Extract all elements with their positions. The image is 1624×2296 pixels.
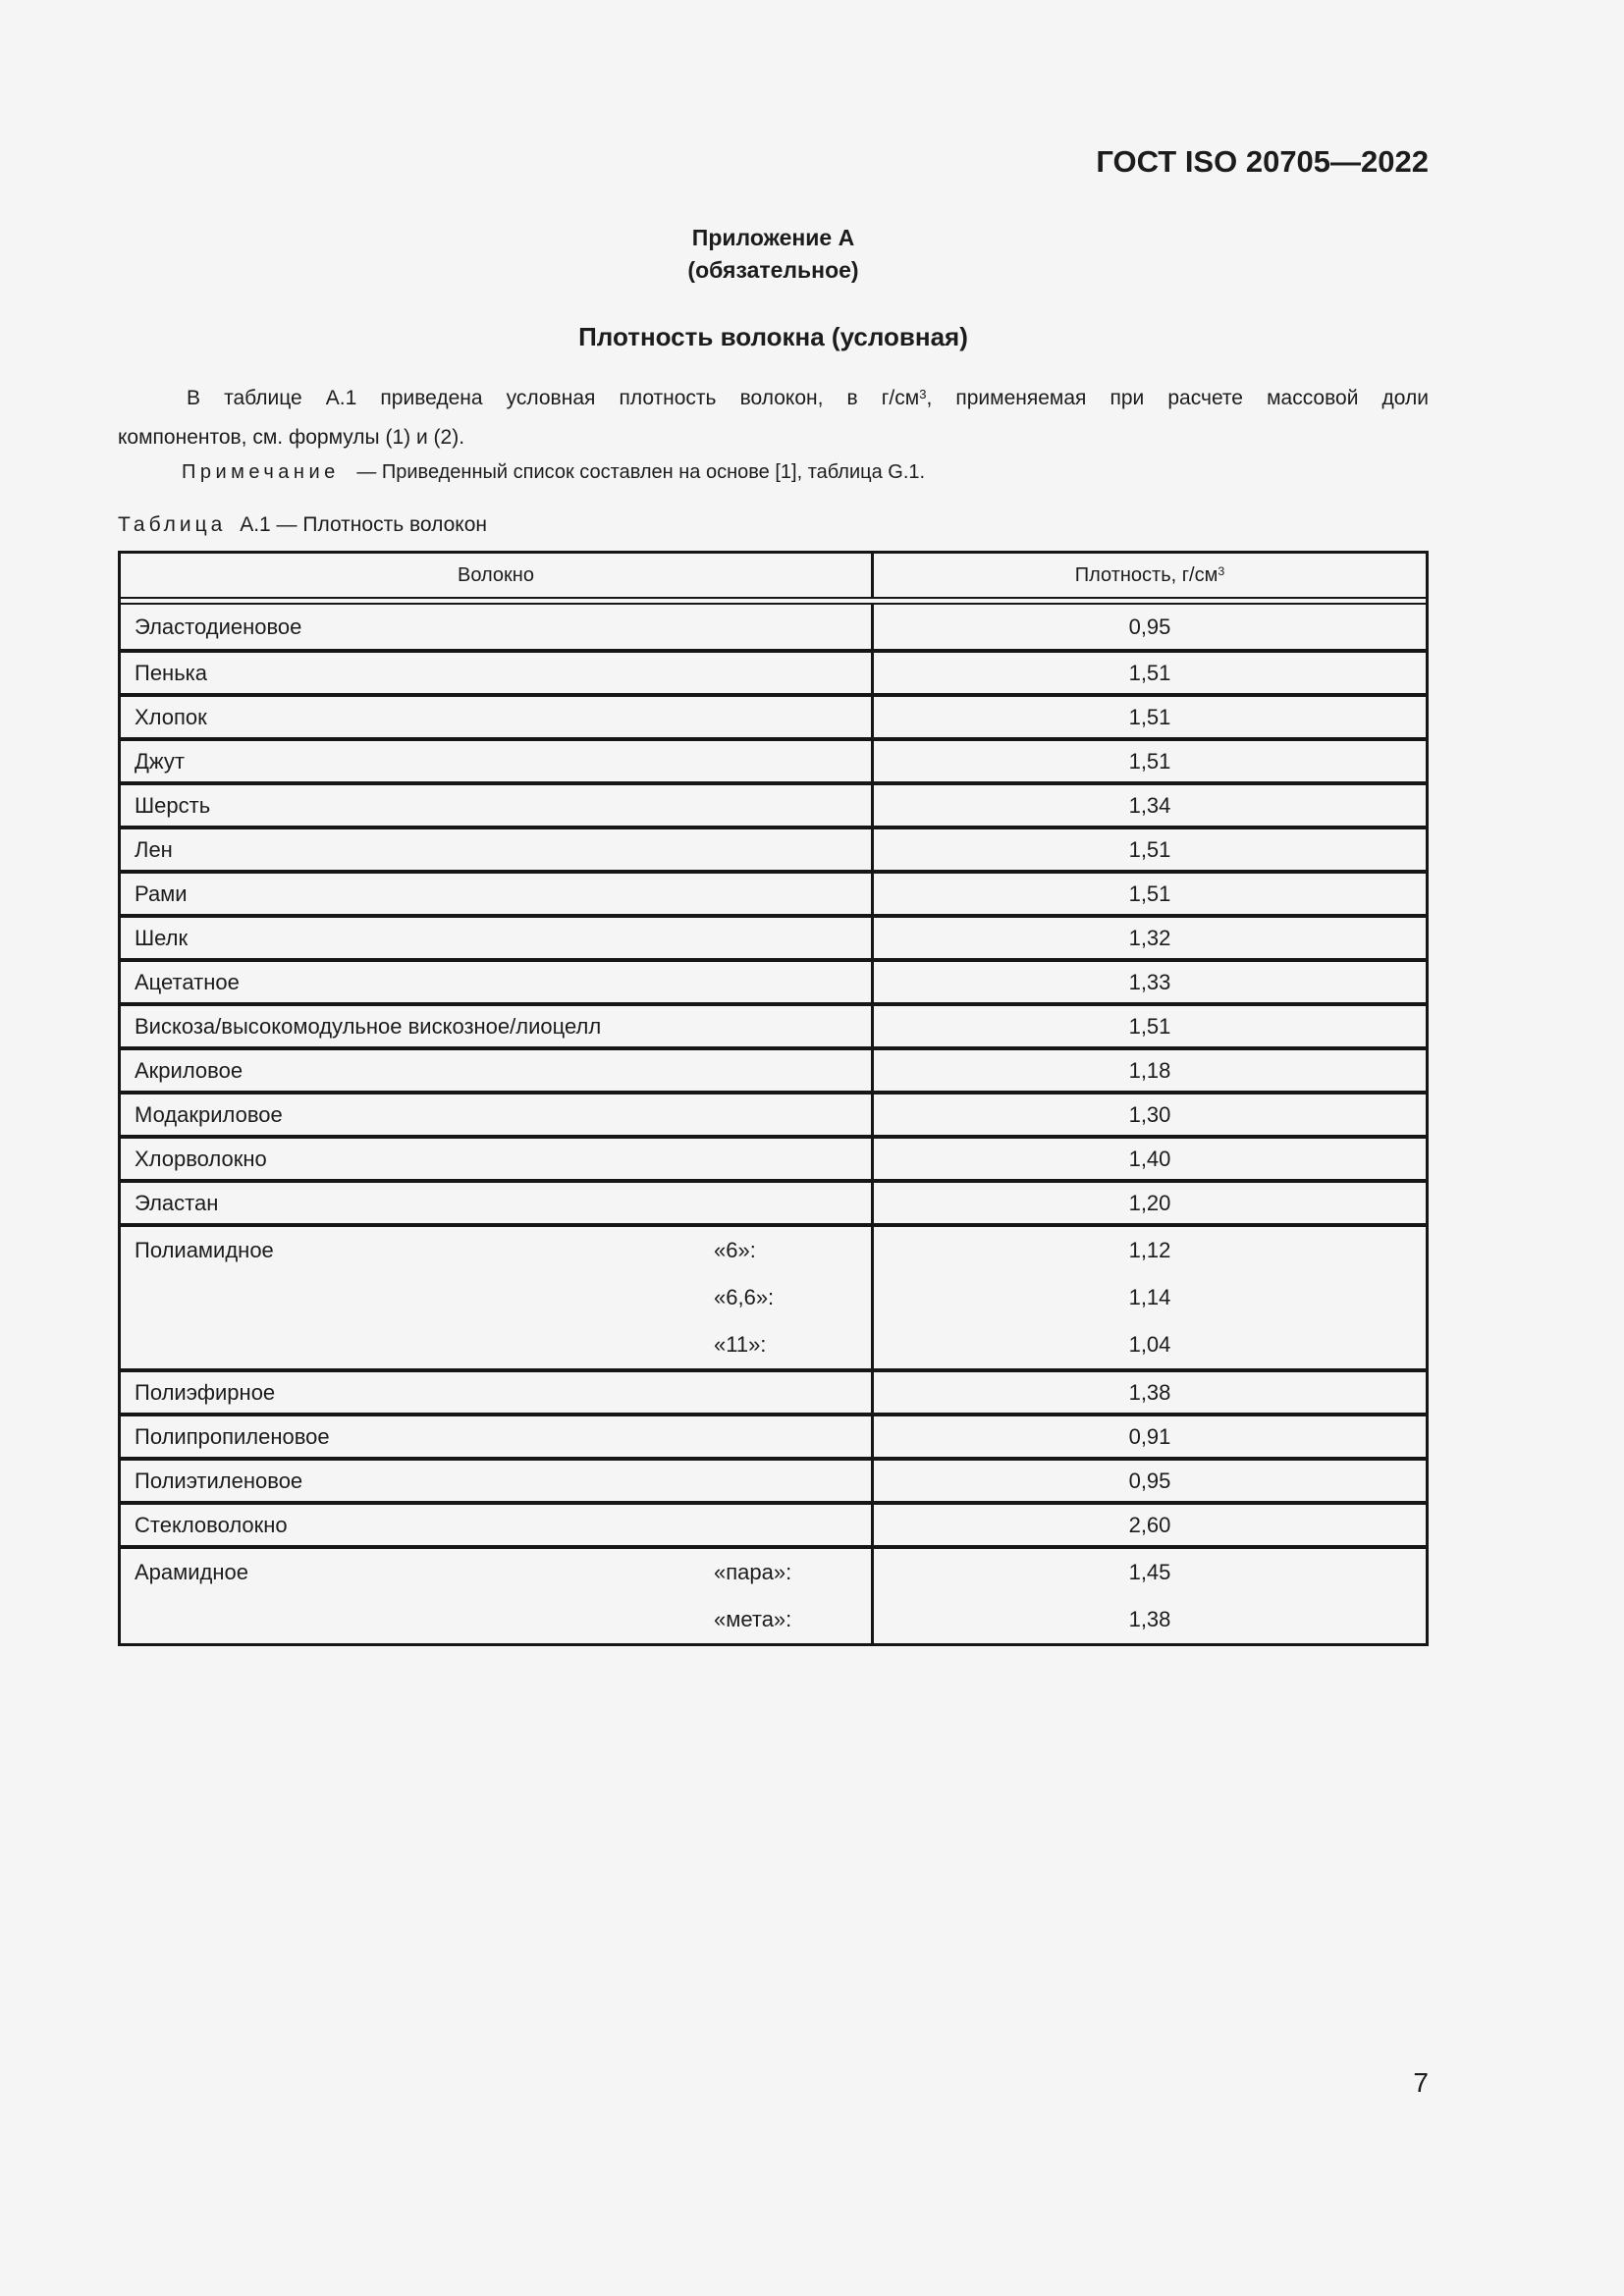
- density-value: 1,51: [1128, 881, 1171, 906]
- density-cell: [874, 918, 1426, 958]
- fiber-name: Полипропиленовое: [135, 1423, 330, 1449]
- density-cell: [874, 962, 1426, 1002]
- fiber-cell: [121, 741, 874, 781]
- section-title: Плотность волокна (условная): [578, 322, 968, 351]
- fiber-name: Рами: [135, 881, 188, 906]
- density-value: 1,51: [1128, 1013, 1171, 1039]
- density-value: 0,95: [1128, 614, 1171, 639]
- table-header-row: [121, 554, 1426, 597]
- fiber-sub-line: [135, 1596, 871, 1643]
- fiber-cell: [121, 1505, 874, 1545]
- fiber-variant-label: «11»:: [714, 1332, 767, 1357]
- density-cell: [874, 1549, 1426, 1643]
- appendix-title: Приложение А: [691, 225, 855, 250]
- density-cell: [874, 1095, 1426, 1135]
- table-row: [121, 781, 1426, 826]
- fiber-cell: [121, 1549, 874, 1643]
- fiber-name: Шерсть: [135, 792, 211, 818]
- note-label: Примечание: [182, 461, 340, 483]
- table-row: [121, 1545, 1426, 1643]
- density-value: 1,33: [1128, 969, 1171, 994]
- fiber-cell: [121, 1227, 874, 1368]
- doc-number: ГОСТ ISO 20705—2022: [1096, 144, 1429, 179]
- density-value: 1,12: [1128, 1238, 1171, 1262]
- table-caption: [118, 510, 1429, 540]
- density-cell: [874, 874, 1426, 914]
- table-row: [121, 958, 1426, 1002]
- superscript-3: 3: [919, 387, 927, 402]
- fiber-name: Полиэтиленовое: [135, 1468, 303, 1493]
- fiber-cell: [121, 605, 874, 649]
- fiber-cell: [121, 785, 874, 826]
- fiber-name: Арамидное: [135, 1560, 249, 1584]
- note: [118, 457, 1492, 487]
- col-header-density: Плотность, $г/см^3$: [1074, 563, 1225, 586]
- fiber-sub-line: [135, 1549, 871, 1596]
- density-value: 1,51: [1128, 836, 1171, 862]
- fiber-cell: [121, 697, 874, 737]
- density-value: 0,95: [1128, 1468, 1171, 1493]
- fiber-name: Ацетатное: [135, 969, 240, 994]
- fiber-name: Стекловолокно: [135, 1512, 288, 1537]
- paragraph-line-1: В таблице А.1 приведена условная плотность волокон, в $г/см^3$, применяемая при расчете массовой доли: [187, 387, 1429, 409]
- table-row: [121, 1135, 1426, 1179]
- table-row: [121, 649, 1426, 693]
- density-cell: [874, 741, 1426, 781]
- density-value: 1,45: [1128, 1560, 1171, 1584]
- table-caption-text: А.1 — Плотность волокон: [240, 513, 487, 536]
- density-value: 1,51: [1128, 704, 1171, 729]
- table-row: [121, 1002, 1426, 1046]
- density-cell: [874, 1183, 1426, 1223]
- density-value: 2,60: [1128, 1512, 1171, 1537]
- fiber-name: Акриловое: [135, 1057, 244, 1083]
- density-cell: [874, 829, 1426, 870]
- fiber-cell: [121, 874, 874, 914]
- density-cell: [874, 1006, 1426, 1046]
- table-caption-label: Таблица: [118, 513, 227, 536]
- paragraph-line-2: компонентов, см. формулы (1) и (2).: [118, 426, 465, 449]
- fiber-cell: [121, 1095, 874, 1135]
- table-row: [121, 1179, 1426, 1223]
- fiber-variant-label: «пара»:: [714, 1560, 792, 1584]
- fiber-variant-label: «мета»:: [714, 1607, 792, 1631]
- fiber-name: Эластодиеновое: [135, 614, 302, 639]
- table-row: [121, 1091, 1426, 1135]
- table-row: [121, 737, 1426, 781]
- density-cell: [874, 1227, 1426, 1368]
- fiber-cell: [121, 1139, 874, 1179]
- table-body: [121, 605, 1426, 1643]
- fiber-sub-line: [135, 1227, 871, 1274]
- fiber-cell: [121, 653, 874, 693]
- density-value: 1,40: [1128, 1146, 1171, 1171]
- table-row: [121, 1413, 1426, 1457]
- density-value: 1,38: [1128, 1607, 1171, 1631]
- fiber-name: Полиамидное: [135, 1238, 274, 1262]
- fiber-cell: [121, 1006, 874, 1046]
- density-cell: [874, 785, 1426, 826]
- fiber-cell: [121, 829, 874, 870]
- fiber-cell: [121, 1461, 874, 1501]
- density-cell: [874, 1050, 1426, 1091]
- table-row: [121, 605, 1426, 649]
- density-cell: [874, 1505, 1426, 1545]
- density-value: 1,20: [1128, 1190, 1171, 1215]
- fiber-name: Полиэфирное: [135, 1379, 276, 1405]
- fiber-variant-label: «6»:: [714, 1238, 756, 1262]
- fiber-sub-line: [135, 1321, 871, 1368]
- table-row: [121, 1046, 1426, 1091]
- superscript-3: 3: [1218, 563, 1225, 578]
- density-table: [118, 551, 1429, 1646]
- table-row: [121, 914, 1426, 958]
- fiber-name: Хлорволокно: [135, 1146, 267, 1171]
- density-value: 1,51: [1128, 748, 1171, 774]
- table-row: [121, 870, 1426, 914]
- table-row: [121, 1501, 1426, 1545]
- density-value: 1,51: [1128, 660, 1171, 685]
- density-value: 1,32: [1128, 925, 1171, 950]
- density-cell: [874, 605, 1426, 649]
- table-row: [121, 1368, 1426, 1413]
- density-value: 1,18: [1128, 1057, 1171, 1083]
- header-double-rule: [121, 597, 1426, 605]
- density-value: 1,34: [1128, 792, 1171, 818]
- appendix-heading: [118, 222, 1429, 287]
- density-cell: [874, 1416, 1426, 1457]
- fiber-cell: [121, 1183, 874, 1223]
- density-value: 1,04: [1128, 1332, 1171, 1357]
- fiber-cell: [121, 962, 874, 1002]
- fiber-cell: [121, 1372, 874, 1413]
- fiber-cell: [121, 1050, 874, 1091]
- fiber-name: Пенька: [135, 660, 208, 685]
- density-value: 1,38: [1128, 1379, 1171, 1405]
- fiber-sub-line: [135, 1274, 871, 1321]
- density-cell: [874, 1461, 1426, 1501]
- fiber-name: Джут: [135, 748, 185, 774]
- col-header-fiber: Волокно: [121, 554, 874, 597]
- fiber-name: Вискоза/высокомодульное вискозное/лиоцелл: [135, 1013, 602, 1039]
- fiber-name: Эластан: [135, 1190, 219, 1215]
- density-value: 0,91: [1128, 1423, 1171, 1449]
- fiber-name: Хлопок: [135, 704, 207, 729]
- density-value: 1,30: [1128, 1101, 1171, 1127]
- table-row: [121, 1457, 1426, 1501]
- table-row: [121, 693, 1426, 737]
- fiber-name: Шелк: [135, 925, 189, 950]
- intro-paragraph: [118, 379, 1429, 457]
- table-row: [121, 826, 1426, 870]
- note-text: — Приведенный список составлен на основе [1], таблица G.1.: [356, 461, 926, 483]
- page-number: 7: [1413, 2067, 1429, 2098]
- density-cell: [874, 697, 1426, 737]
- density-cell: [874, 1139, 1426, 1179]
- appendix-subtitle: (обязательное): [687, 257, 859, 283]
- fiber-name: Модакриловое: [135, 1101, 283, 1127]
- fiber-cell: [121, 918, 874, 958]
- fiber-name: Лен: [135, 836, 173, 862]
- fiber-cell: [121, 1416, 874, 1457]
- density-value: 1,14: [1128, 1285, 1171, 1309]
- table-row: [121, 1223, 1426, 1368]
- fiber-variant-label: «6,6»:: [714, 1285, 775, 1309]
- density-cell: [874, 1372, 1426, 1413]
- density-cell: [874, 653, 1426, 693]
